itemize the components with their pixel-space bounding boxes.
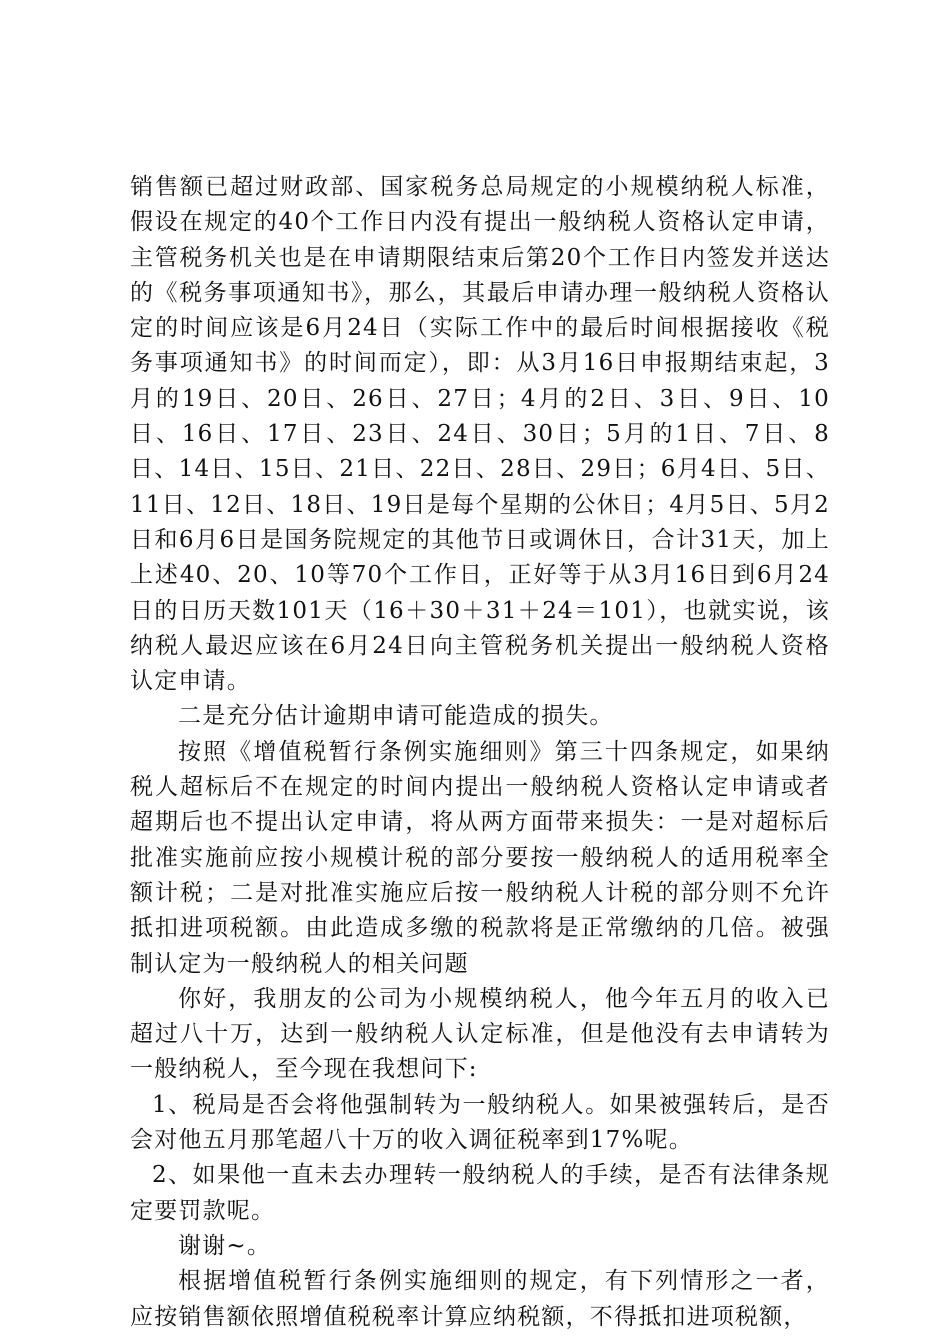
paragraph-thanks: 谢谢~。: [178, 1232, 272, 1259]
paragraph-question: 你好，我朋友的公司为小规模纳税人，他今年五月的收入已超过八十万，达到一般纳税人认定标准，但是他没有去申请转为一般纳税人，至今现在我想问下:: [130, 985, 830, 1083]
paragraph-answer: 根据增值税暂行条例实施细则的规定，有下列情形之一者，应按销售额依照增值税税率计算应纳税额，不得抵扣进项税额，: [130, 1268, 830, 1330]
paragraph-heading-loss: 二是充分估计逾期申请可能造成的损失。: [178, 703, 614, 730]
paragraph-question-item-2: 2、如果他一直未去办理转一般纳税人的手续，是否有法律条规定要罚款呢。: [130, 1162, 830, 1224]
paragraph-regulation: 按照《增值税暂行条例实施细则》第三十四条规定，如果纳税人超标后不在规定的时间内提出一般纳税人资格认定申请或者超期后也不提出认定申请，将从两方面带来损失：一是对超标后批准实施前应按小规模计税的部分要按一般纳税人的适用税率全额计税；二是对批准实施应后按一般纳税人计税的部分则不允许抵扣进项税额。由此造成多缴的税款将是正常缴纳的几倍。被强制认定为一般纳税人的相关问题: [130, 738, 830, 977]
document-body: [130, 170, 830, 1335]
paragraph-question-item-1: 1、税局是否会将他强制转为一般纳税人。如果被强转后，是否会对他五月那笔超八十万的收入调征税率到17%呢。: [130, 1091, 830, 1154]
paragraph-continuation: 销售额已超过财政部、国家税务总局规定的小规模纳税人标准，假设在规定的40个工作日内没有提出一般纳税人资格认定申请，主管税务机关也是在申请期限结束后第20个工作日内签发并送达的《税务事项通知书》，那么，其最后申请办理一般纳税人资格认定的时间应该是6月24日（实际工作中的最后时间根据接收《税务事项通知书》的时间而定），即：从3月16日申报期结束起，3月的19日、20日、26日、27日；4月的2日、3日、9日、10日、16日、17日、23日、24日、30日；5月的1日、7日、8日、14日、15日、21日、22日、28日、29日；6月4日、5日、11日、12日、18日、19日是每个星期的公休日；4月5日、5月2日和6月6日是国务院规定的其他节日或调休日，合计31天，加上上述40、20、10等70个工作日，正好等于从3月16日到6月24日的日历天数101天（16＋30＋31＋24＝101），也就实说，该纳税人最迟应该在6月24日向主管税务机关提出一般纳税人资格认定申请。: [130, 174, 830, 695]
